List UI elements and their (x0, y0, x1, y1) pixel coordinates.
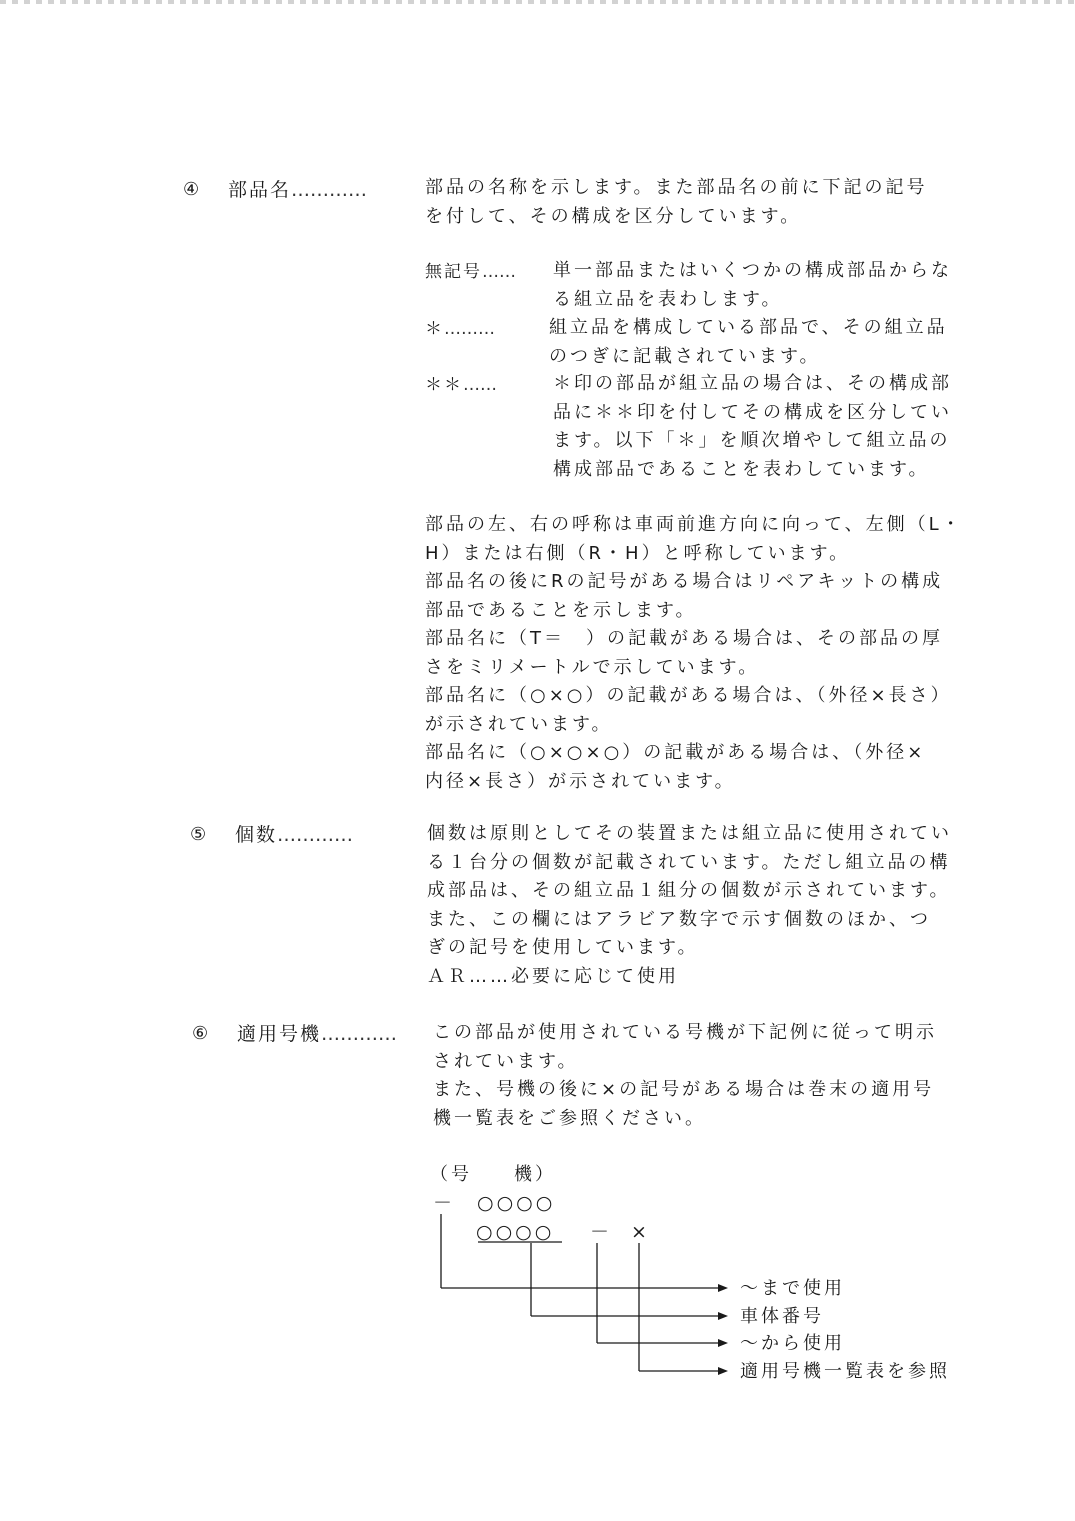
section-5-line: ぎの記号を使用しています。 (427, 937, 699, 958)
symbol-desc-line: ます。以下「＊」を順次増やして組立品の (553, 430, 951, 451)
section-4-leader: ………… (291, 179, 368, 201)
symbol-key-asterisk-text: ＊ (425, 319, 444, 339)
section-6-label-text: 適用号機 (237, 1023, 322, 1045)
arrowhead-4 (718, 1367, 728, 1375)
section-5-line: 個数は原則としてその装置または組立品に使用されてい (427, 823, 952, 844)
section-4-mark: ④ (183, 179, 200, 200)
note-line: H）または右側（R・H）と呼称しています。 (425, 542, 851, 564)
arrowhead-2 (718, 1312, 728, 1320)
symbol-desc-line: ＊印の部品が組立品の場合は、その構成部 (553, 373, 952, 394)
diagram-arrowheads (718, 1284, 728, 1375)
diagram-label-from: ～から使用 (740, 1333, 845, 1354)
symbol-desc-line: 構成部品であることを表わしています。 (553, 458, 930, 480)
section-4-intro-line: 部品の名称を示します。また部品名の前に下記の記号 (425, 177, 928, 198)
section-6-line: この部品が使用されている号機が下記例に従って明示 (433, 1022, 937, 1043)
section-6-line: されています。 (433, 1050, 579, 1072)
note-line: 部品であることを示します。 (425, 599, 697, 621)
section-5-line: また、この欄にはアラビア数字で示す個数のほか、つ (427, 908, 931, 930)
section-6-line: 機一覧表をご参照ください。 (433, 1107, 706, 1129)
diagram-label-see-table: 適用号機一覧表を参照 (740, 1361, 950, 1382)
symbol-key-none-dots: …… (482, 262, 516, 282)
section-5-label-text: 個数 (235, 824, 278, 846)
diagram-row2-x: × (631, 1221, 647, 1243)
section-5-line: 成部品は、その組立品１組分の個数が示されています。 (427, 880, 951, 901)
note-line: 部品の左、右の呼称は車両前進方向に向って、左側（L・ (425, 514, 963, 535)
symbol-key-asterisk-dots: ……… (444, 319, 495, 339)
diagram-row2-dash: － (590, 1221, 610, 1243)
note-line: が示されています。 (425, 713, 613, 735)
note-line: さをミリメートルで示しています。 (425, 656, 760, 678)
section-6-leader: ………… (321, 1023, 398, 1045)
symbol-key-none-text: 無記号 (425, 262, 482, 282)
arrowhead-3 (718, 1339, 728, 1347)
section-6-mark: ⑥ (192, 1023, 209, 1044)
diagram-row1: － ○○○○ (433, 1192, 556, 1214)
symbol-desc-line: 品に＊＊印を付してその構成を区分してい (553, 401, 952, 423)
symbol-desc-line: のつぎに記載されています。 (549, 345, 821, 367)
section-5-leader: ………… (277, 824, 354, 846)
note-line: 部品名の後にRの記号がある場合はリペアキットの構成 (425, 571, 944, 592)
section-5-mark: ⑤ (190, 824, 207, 845)
symbol-desc-line: 組立品を構成している部品で、その組立品 (549, 317, 948, 338)
section-5-line: ＡＲ……必要に応じて使用 (427, 965, 679, 987)
diagram-label-until: ～まで使用 (740, 1278, 845, 1299)
note-line: 部品名に（○×○×○）の記載がある場合は、（外径× (425, 742, 926, 763)
section-4-label-text: 部品名 (228, 179, 292, 201)
note-line: 内径×長さ）が示されています。 (425, 770, 736, 792)
symbol-desc-line: る組立品を表わします。 (553, 288, 783, 310)
arrowhead-1 (718, 1284, 728, 1292)
symbol-desc-line: 単一部品またはいくつかの構成部品からな (553, 260, 952, 281)
symbol-key-double-asterisk-text: ＊＊ (425, 375, 463, 395)
note-line: 部品名に（○×○）の記載がある場合は、（外径×長さ） (425, 685, 952, 706)
diagram-label-body-number: 車体番号 (740, 1306, 824, 1327)
diagram-header: （号 機） (430, 1164, 556, 1185)
section-4-intro-line: を付して、その構成を区分しています。 (425, 205, 802, 227)
section-5-line: る１台分の個数が記載されています。ただし組立品の構 (427, 851, 951, 873)
section-6-line: また、号機の後に×の記号がある場合は巻末の適用号 (433, 1079, 935, 1100)
note-line: 部品名に（T＝ ）の記載がある場合は、その部品の厚 (425, 628, 943, 649)
diagram-row2-circles: ○○○○ (476, 1221, 555, 1243)
symbol-key-double-asterisk-dots: …… (463, 375, 497, 395)
